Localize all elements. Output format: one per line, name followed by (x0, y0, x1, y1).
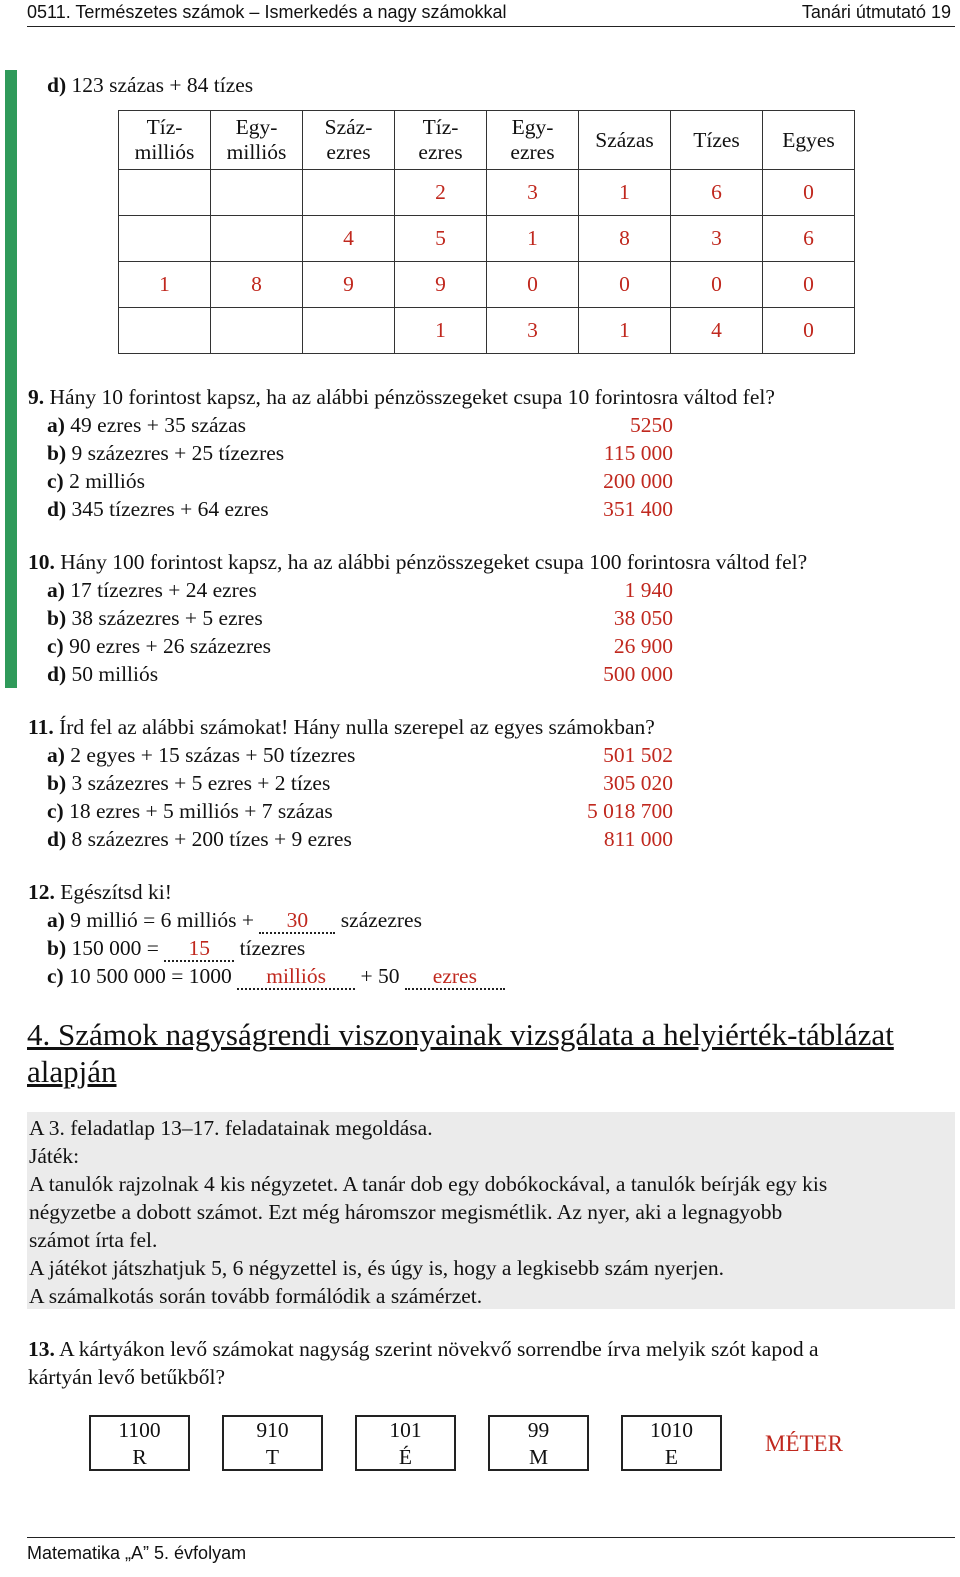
table-row (119, 308, 855, 354)
table-cell: 4 (671, 308, 763, 354)
table-cell (119, 170, 211, 216)
question-10: 10. Hány 100 forintost kapsz, ha az alábbi pénzösszegeket csupa 100 forintosra váltod fel? (28, 550, 808, 574)
table-cell: 2 (395, 170, 487, 216)
page-header (27, 2, 955, 27)
table-cell (119, 308, 211, 354)
q9-answer-b: 115 000 (603, 441, 673, 465)
table-cell: 1 (579, 308, 671, 354)
number-card: 1100 R (89, 1415, 190, 1471)
q11-item-d: d) 8 százezres + 200 tízes + 9 ezres (47, 827, 352, 851)
table-cell (211, 308, 303, 354)
q12-blank-c2: ezres (405, 964, 505, 990)
q11-item-b: b) 3 százezres + 5 ezres + 2 tízes (47, 771, 331, 795)
q11-answer-c: 5 018 700 (587, 799, 673, 823)
question-13: 13. A kártyákon levő számokat nagyság szerint növekvő sorrendbe írva melyik szót kapod a (28, 1337, 819, 1361)
table-cell (119, 216, 211, 262)
table-cell: 0 (763, 170, 855, 216)
q9-item-a: a) 49 ezres + 35 százas (47, 413, 246, 437)
q10-item-c: c) 90 ezres + 26 százezres (47, 634, 272, 658)
q11-answer-d: 811 000 (603, 827, 673, 851)
q12-blank-b: 15 (164, 936, 234, 962)
header-cell: Egy- ezres (487, 111, 579, 170)
q10-item-d: d) 50 milliós (47, 662, 159, 686)
table-cell: 9 (303, 262, 395, 308)
question-11: 11. Írd fel az alábbi számokat! Hány nulla szerepel az egyes számokban? (28, 715, 655, 739)
exercise-d-label: d) (47, 73, 67, 97)
q12-blank-a: 30 (259, 908, 335, 934)
number-card: 1010 E (621, 1415, 722, 1471)
place-value-table (118, 110, 855, 354)
number-card: 910 T (222, 1415, 323, 1471)
table-cell: 8 (579, 216, 671, 262)
table-cell: 8 (211, 262, 303, 308)
header-title: 0511. Természetes számok – Ismerkedés a nagy számokkal (27, 2, 507, 22)
header-cell: Egyes (763, 111, 855, 170)
q11-item-c: c) 18 ezres + 5 milliós + 7 százas (47, 799, 333, 823)
table-cell: 0 (487, 262, 579, 308)
page-footer: Matematika „A” 5. évfolyam (27, 1537, 955, 1564)
q11-answer-a: 501 502 (603, 743, 673, 767)
exercise-d-text: 123 százas + 84 tízes (66, 73, 254, 97)
table-cell: 4 (303, 216, 395, 262)
table-cell: 9 (395, 262, 487, 308)
table-cell (303, 308, 395, 354)
table-cell: 0 (763, 262, 855, 308)
q10-answer-c: 26 900 (613, 634, 673, 658)
table-cell: 1 (487, 216, 579, 262)
q10-answer-b: 38 050 (613, 606, 673, 630)
q11-item-a: a) 2 egyes + 15 százas + 50 tízezres (47, 743, 356, 767)
header-cell: Tíz- milliós (119, 111, 211, 170)
table-cell: 0 (671, 262, 763, 308)
teacher-note-text: A 3. feladatlap 13–17. feladatainak megoldása. Játék: A tanulók rajzolnak 4 kis négyzetet. A tanár dob egy dobókockával, a tanulók beírják egy kis négyzetbe a dobott számot. Ezt még háromszor megismétlik. Az nyer, aki a legnagyobb számot írta fel. A játékot játszhatjuk 5, 6 négyzettel is, és úgy is, hogy a legkisebb szám nyerjen. A számalkotás során tovább formálódik a számérzet. (29, 1116, 828, 1308)
table-cell: 3 (487, 170, 579, 216)
q11-answer-b: 305 020 (603, 771, 673, 795)
q10-item-a: a) 17 tízezres + 24 ezres (47, 578, 257, 602)
table-cell: 5 (395, 216, 487, 262)
q10-answer-d: 500 000 (603, 662, 673, 686)
table-row (119, 216, 855, 262)
table-cell: 3 (671, 216, 763, 262)
q9-item-d: d) 345 tízezres + 64 ezres (47, 497, 269, 521)
question-12: 12. Egészítsd ki! (28, 880, 172, 904)
table-row (119, 170, 855, 216)
table-cell: 0 (763, 308, 855, 354)
table-cell (211, 216, 303, 262)
green-margin-bar (5, 70, 17, 688)
number-card: 99 M (488, 1415, 589, 1471)
table-cell: 1 (119, 262, 211, 308)
header-cell: Egy- milliós (211, 111, 303, 170)
header-cell: Száz- ezres (303, 111, 395, 170)
header-cell: Tíz- ezres (395, 111, 487, 170)
section-heading: 4. Számok nagyságrendi viszonyainak vizsgálata a helyiérték-táblázat alapján (27, 1017, 894, 1089)
q12-item-c: c) 10 500 000 = 1000 milliós + 50 ezres (47, 962, 505, 990)
table-cell (211, 170, 303, 216)
header-cell: Százas (579, 111, 671, 170)
place-value-header-row (119, 111, 855, 170)
q9-answer-d: 351 400 (603, 497, 673, 521)
header-cell: Tízes (671, 111, 763, 170)
header-page-info: Tanári útmutató 19 (801, 2, 951, 22)
table-cell: 6 (763, 216, 855, 262)
table-cell: 6 (671, 170, 763, 216)
q12-item-a: a) 9 millió = 6 milliós + 30 százezres (47, 908, 422, 932)
table-cell: 0 (579, 262, 671, 308)
q9-item-b: b) 9 százezres + 25 tízezres (47, 441, 285, 465)
q13-answer: MÉTER (765, 1431, 843, 1456)
question-9: 9. Hány 10 forintost kapsz, ha az alábbi pénzösszegeket csupa 10 forintosra váltod fel? (28, 385, 775, 409)
q12-item-b: b) 150 000 = 15 tízezres (47, 936, 306, 960)
q12-blank-c1: milliós (237, 964, 355, 990)
table-cell: 1 (579, 170, 671, 216)
q10-item-b: b) 38 százezres + 5 ezres (47, 606, 263, 630)
q9-answer-a: 5250 (630, 413, 673, 437)
q9-item-c: c) 2 milliós (47, 469, 145, 493)
table-row (119, 262, 855, 308)
question-13-line2: kártyán levő betűkből? (28, 1365, 226, 1389)
q9-answer-c: 200 000 (603, 469, 673, 493)
q10-answer-a: 1 940 (624, 578, 673, 602)
table-cell: 1 (395, 308, 487, 354)
table-cell: 3 (487, 308, 579, 354)
number-card: 101 É (355, 1415, 456, 1471)
exercise-d-line (47, 71, 253, 99)
table-cell (303, 170, 395, 216)
